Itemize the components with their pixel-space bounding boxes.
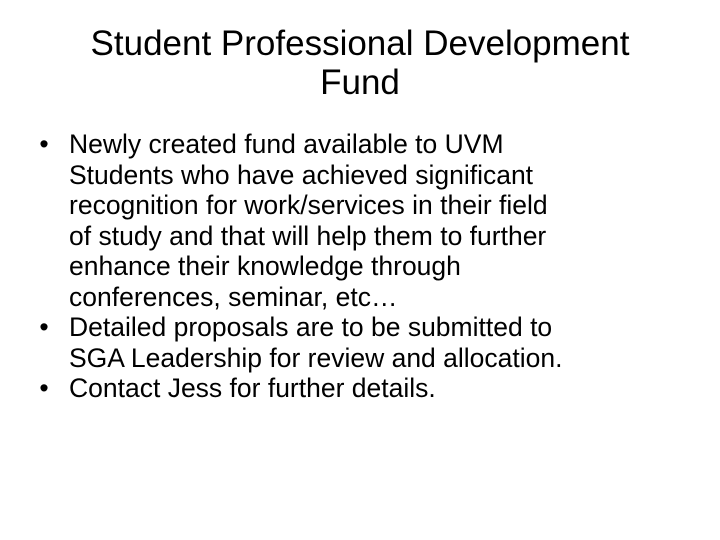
slide-title-line: Fund xyxy=(320,63,400,102)
bullet-text-line: Detailed proposals are to be submitted to xyxy=(69,312,553,342)
bullet-icon: • xyxy=(39,129,49,159)
bullet-text-line: conferences, seminar, etc… xyxy=(69,281,398,312)
bullet-text-line: enhance their knowledge through xyxy=(69,251,461,281)
bullet-icon: • xyxy=(39,373,49,403)
bullet-list xyxy=(34,129,684,404)
bullet-item-proposals xyxy=(34,312,684,373)
bullet-text-line: SGA Leadership for review and allocation. xyxy=(69,342,563,373)
bullet-text-line: of study and that will help them to further xyxy=(69,220,547,251)
slide-title-line: Student Professional Development xyxy=(90,24,630,63)
bullet-text-line: Newly created fund available to UVM xyxy=(69,129,504,159)
bullet-icon: • xyxy=(39,312,49,342)
bullet-text-line: Contact Jess for further details. xyxy=(69,373,436,403)
bullet-item-fund-description xyxy=(34,129,684,312)
bullet-item-contact xyxy=(34,373,684,404)
bullet-text-line: Students who have achieved significant xyxy=(69,159,534,190)
slide-title xyxy=(36,24,684,102)
bullet-text-line: recognition for work/services in their field xyxy=(69,190,548,220)
